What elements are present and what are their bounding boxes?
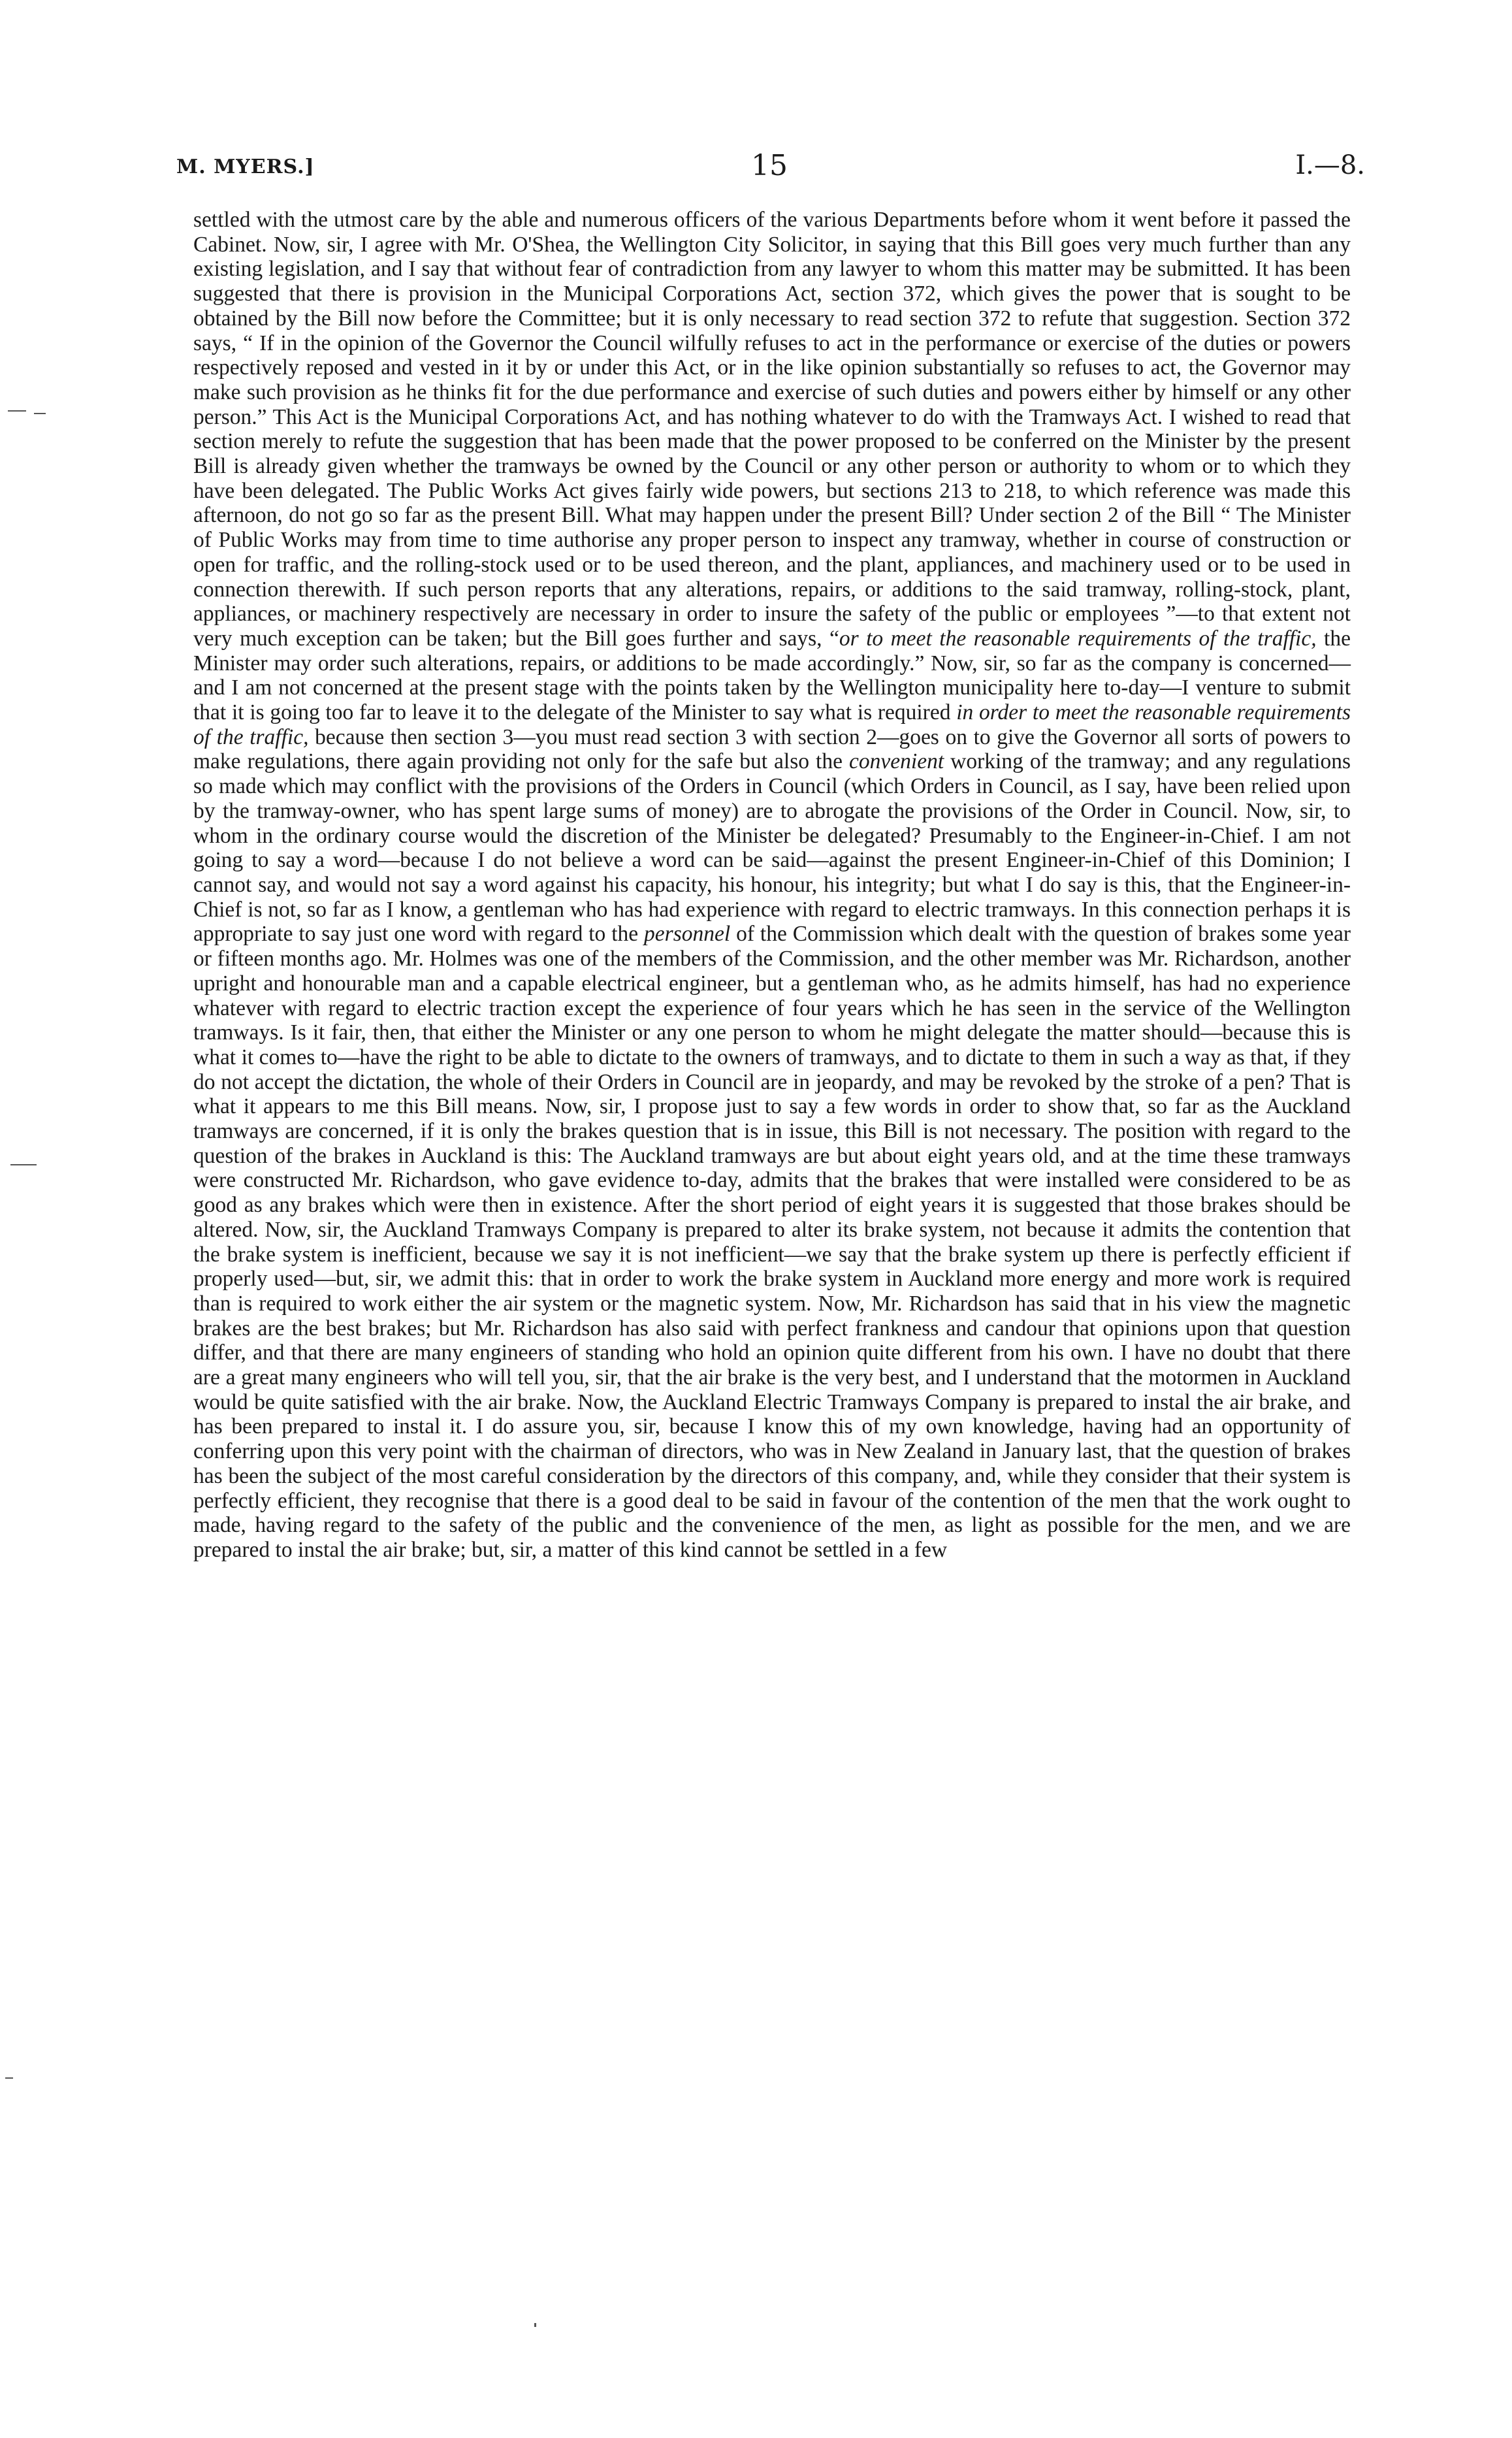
- margin-mark: [534, 2323, 536, 2327]
- page-number: 15: [751, 149, 788, 182]
- italic-phrase: personnel: [644, 922, 731, 947]
- text-run: because then section 3—you must read section 3 with section 2—goes on to give the Governor all sorts of powers to make regulations, there again providing not only for the safe but also the: [193, 724, 1351, 774]
- text-run: of the Commission which dealt with the question of brakes some year or fifteen months ago. Mr. Holmes was one of the members of the Commission, and the other member was Mr. Richardson, another upright and honourable man and a capable electrical engineer, but a gentleman who, as he admits himself, has had no experience whatever with regard to electric traction except the experience of four years which he has seen in the service of the Wellington tramways. Is it fair, then, that either the Minister or any one person to whom he might delegate the matter should—because this is what it comes to—have the right to be able to dictate to the owners of tramways, and to dictate to them in such a way as that, if they do not accept the dictation, the whole of their Orders in Council are in jeopardy, and may be revoked by the stroke of a pen? That is what it appears to me this Bill means. Now, sir, I propose just to say a few words in order to show that, so far as the Auckland tramways are concerned, if it is only the brakes question that is in issue, this Bill is not necessary. The position with regard to the question of the brakes in Auckland is this: The Auckland tramways are but about eight years old, and at the time these tramways were constructed Mr. Richardson, who gave evidence to-day, admits that the brakes that were installed were considered to be as good as any brakes which were then in existence. After the short period of eight years it is suggested that those brakes should be altered. Now, sir, the Auckland Tramways Company is prepared to alter its brake system, not because it admits the contention that the brake system is inefficient, because we say it is not inefficient—we say that the brake system up there is perfectly efficient if properly used—but, sir, we admit this: that in order to work the brake system in Auckland more energy and more work is required than is required to work either the air system or the magnetic system. Now, Mr. Richardson has said that in his view the magnetic brakes are the best brakes; but Mr. Richardson has also said with perfect frankness and candour that opinions upon that question differ, and that there are many engineers of standing who hold an opinion quite different from his own. I have no doubt that there are a great many engineers who will tell you, sir, that the air brake is the very best, and I understand that the motormen in Auckland would be quite satisfied with the air brake. Now, the Auckland Electric Tramways Company is prepared to instal the air brake, and has been prepared to instal it. I do assure you, sir, because I know this of my own knowledge, having had an opportunity of conferring upon this very point with the chairman of directors, who was in New Zealand in January last, that the question of brakes has been the subject of the most careful consideration by the directors of this company, and, while they consider that their system is perfectly efficient, they recognise that there is a good deal to be said in favour of the contention of the men that the work ought to made, having regard to the safety of the public and the convenience of the men, as light as possible for the men, and we are prepared to instal the air brake; but, sir, a matter of this kind cannot be settled in a few: [193, 922, 1351, 1562]
- text-run: settled with the utmost care by the able and numerous officers of the various Departments before whom it went before it passed the Cabinet. Now, sir, I agree with Mr. O'Shea, the Wellington City Solicitor, in saying that this Bill goes very much further than any existing legislation, and I say that without fear of contradiction from any lawyer to whom this matter may be submitted. It has been suggested that there is provision in the Municipal Corporations Act, section 372, which gives the power that is sought to be obtained by the Bill now before the Committee; but it is only necessary to read section 372 to refute that suggestion. Section 372 says, “ If in the opinion of the Governor the Council wilfully refuses to act in the performance or exercise of the duties or powers respectively reposed and vested in it by or under this Act, or in the like opinion substantially so refuses to act, the Governor may make such provision as he thinks fit for the due performance and exercise of such duties and powers either by himself or any other person.” This Act is the Municipal Corporations Act, and has nothing whatever to do with the Tramways Act. I wished to read that section merely to refute the suggestion that has been made that the power proposed to be conferred on the Minister by the present Bill is already given whether the tramways be owned by the Council or any other person or authority to whom or to which they have been delegated. The Public Works Act gives fairly wide powers, but sections 213 to 218, to which reference was made this afternoon, do not go so far as the present Bill. What may happen under the present Bill? Under section 2 of the Bill “ The Minister of Public Works may from time to time authorise any proper person to inspect any tramway, whether in course of construction or open for traffic, and the rolling-stock used or to be used thereon, and the plant, appliances, and machinery used or to be used in connection therewith. If such person reports that any alterations, repairs, or additions to the said tramway, rolling-stock, plant, appliances, or machinery respectively are necessary in order to insure the safety of the public or employees ”—to that extent not very much exception can be taken; but the Bill goes further and says, “: [193, 208, 1351, 651]
- margin-mark: [5, 2077, 13, 2079]
- text-run: the Minister may order such alterations, repairs, or additions to be made accordingly.” Now, sir, so far as the company is concerned—and I am not concerned at the present stage with the points taken by the Wellington municipality here to-day—I venture to submit that it is going too far to leave it to the delegate of the Minister to say what is required: [193, 626, 1351, 725]
- text-run: working of the tramway; and any regulations so made which may conflict with the provisions of the Orders in Council (which Orders in Council, as I say, have been relied upon by the tramway-owner, who has spent large sums of money) are to abrogate the provisions of the Order in Council. Now, sir, to whom in the ordinary course would the discretion of the Minister be delegated? Presumably to the Engineer-in-Chief. I am not going to say a word—because I do not believe a word can be said—against the present Engineer-in-Chief of this Dominion; I cannot say, and would not say a word against his capacity, his honour, his integrity; but what I do say is this, that the Engineer-in-Chief is not, so far as I know, a gentleman who has had experience with regard to electric tramways. In this connection perhaps it is appropriate to say just one word with regard to the: [193, 749, 1351, 947]
- italic-phrase: or to meet the reasonable requirements of the traffic,: [839, 626, 1317, 651]
- margin-mark: [34, 413, 46, 414]
- margin-mark: [8, 410, 26, 412]
- italic-phrase: in order to meet the reasonable requirements of the traffic,: [193, 700, 1351, 749]
- speaker-label: M. MYERS.]: [176, 155, 315, 178]
- margin-mark: [10, 1164, 37, 1165]
- page-header: [176, 149, 1365, 188]
- paper-reference: I.—8.: [1295, 150, 1365, 180]
- paragraph: [193, 208, 1351, 1563]
- italic-phrase: convenient: [849, 749, 944, 774]
- body-text: [193, 208, 1351, 1563]
